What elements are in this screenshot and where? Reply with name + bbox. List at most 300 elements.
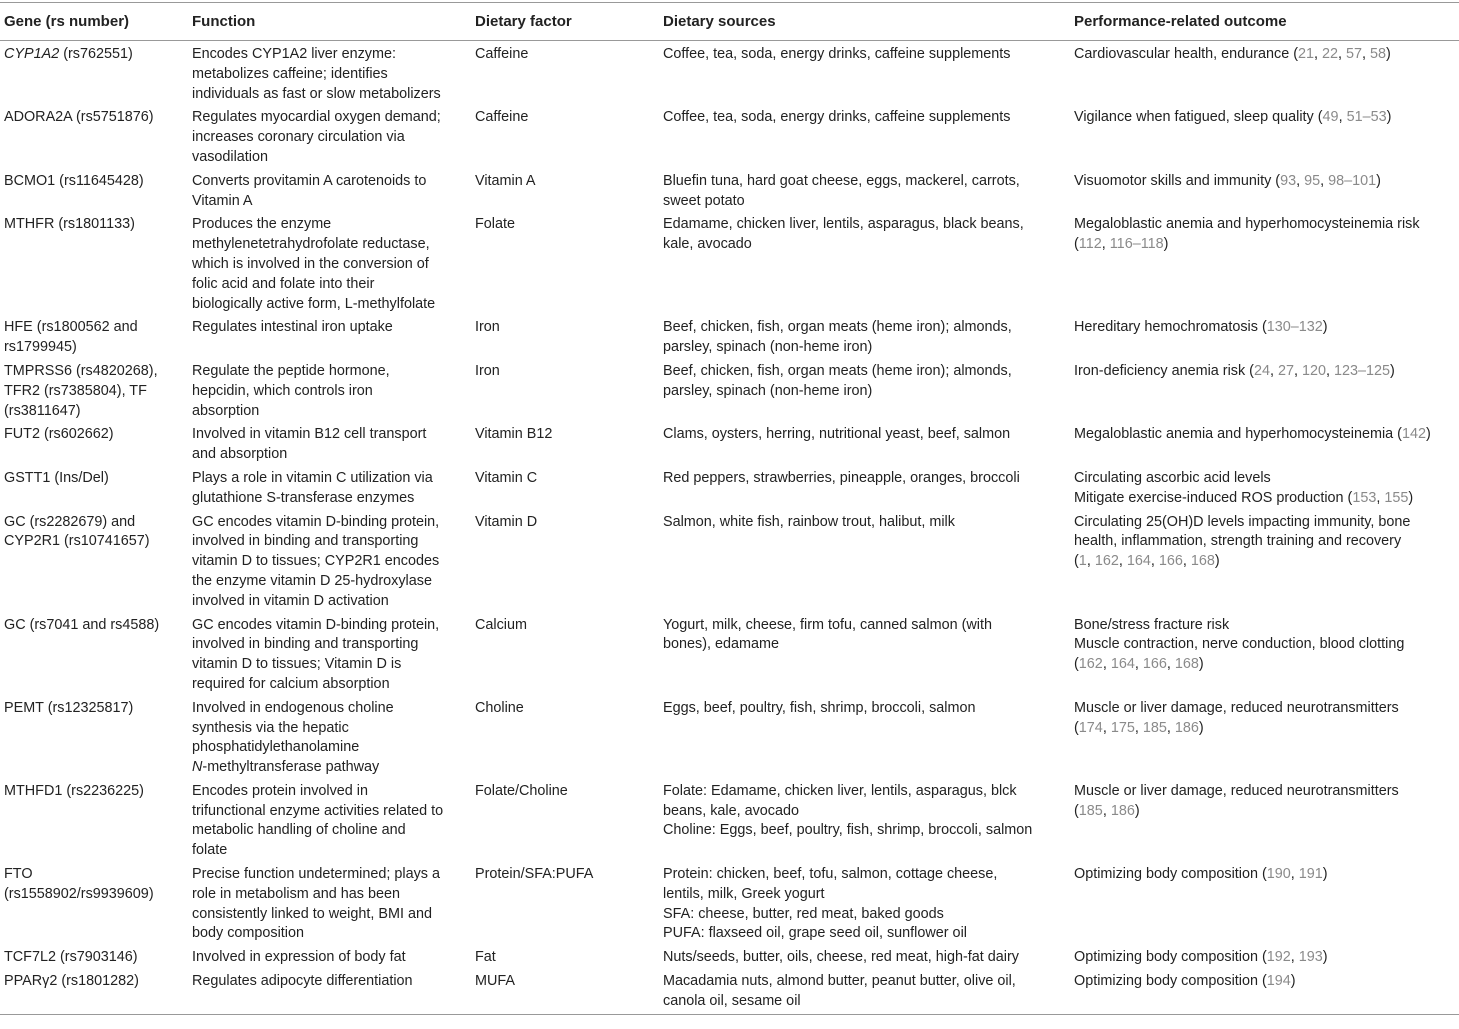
cell-line — [1074, 469, 1453, 489]
reference-link[interactable]: 57 — [1346, 46, 1363, 62]
cell-line — [192, 445, 465, 465]
text-segment: metabolizes caffeine; identifies — [192, 65, 388, 82]
reference-link[interactable]: 27 — [1277, 362, 1294, 379]
text-segment: body composition — [192, 925, 304, 942]
text-segment: Visuomotor skills and immunity ( — [1074, 172, 1281, 189]
cell-line — [1074, 655, 1453, 675]
dietary-factor-cell — [471, 421, 659, 465]
text-segment: ( — [1074, 236, 1079, 253]
text-segment: Circulating 25(OH)D levels impacting immunity, bone — [1074, 513, 1411, 530]
table-row — [0, 778, 1459, 861]
cell-line — [192, 841, 465, 861]
text-segment: health, inflammation, strength training and recovery — [1074, 533, 1402, 550]
italic-text: CYP1A2 — [4, 46, 60, 62]
cell-line — [192, 592, 465, 612]
gene-cell — [0, 778, 188, 861]
header-performance-outcome: Performance-related outcome — [1070, 3, 1459, 41]
reference-link[interactable]: 51–53 — [1346, 109, 1387, 126]
reference-link[interactable]: 186 — [1110, 802, 1135, 819]
function-cell — [188, 314, 471, 358]
text-segment: ) — [1386, 109, 1392, 126]
text-segment: , — [1166, 719, 1175, 736]
gene-cell — [0, 612, 188, 695]
reference-link[interactable]: 120 — [1301, 362, 1326, 379]
table-row — [0, 421, 1459, 465]
text-segment: folate — [192, 842, 228, 859]
cell-line — [1074, 948, 1453, 968]
table-row — [0, 465, 1459, 509]
text-segment: trifunctional enzyme activities related to — [192, 802, 444, 819]
reference-link[interactable]: 98–101 — [1328, 172, 1377, 189]
text-segment: (rs762551) — [59, 46, 133, 62]
cell-line — [475, 362, 653, 382]
reference-link[interactable]: 185 — [1142, 719, 1167, 736]
gene-cell — [0, 944, 188, 968]
cell-line — [1074, 699, 1453, 719]
cell-line — [475, 513, 653, 533]
cell-line — [4, 215, 182, 235]
text-segment: ) — [1134, 802, 1140, 819]
dietary-sources-cell — [659, 861, 1070, 944]
cell-line — [192, 616, 465, 636]
outcome-cell — [1070, 861, 1459, 944]
text-segment: , — [1293, 362, 1302, 379]
cell-line — [192, 865, 465, 885]
reference-link[interactable]: 164 — [1126, 553, 1151, 570]
text-segment: involved in vitamin D activation — [192, 592, 389, 609]
cell-line — [4, 532, 182, 552]
text-segment: phosphatidylethanolamine — [192, 739, 360, 756]
dietary-sources-cell — [659, 168, 1070, 212]
text-segment: ) — [1322, 949, 1328, 966]
cell-line — [475, 469, 653, 489]
reference-link[interactable]: 166 — [1142, 656, 1167, 673]
text-segment: Cardiovascular health, endurance ( — [1074, 46, 1298, 62]
text-segment: Regulates adipocyte differentiation — [192, 973, 413, 990]
reference-link[interactable]: 112 — [1078, 236, 1102, 253]
cell-line — [663, 235, 1064, 255]
text-segment: glutathione S-transferase enzymes — [192, 489, 415, 506]
cell-line — [1074, 172, 1453, 192]
text-segment: Eggs, beef, poultry, fish, shrimp, broccoli, salmon — [663, 699, 976, 716]
text-segment: vasodilation — [192, 148, 269, 165]
cell-line — [663, 362, 1064, 382]
text-segment: BCMO1 (rs11645428) — [4, 172, 144, 189]
text-segment: ) — [1386, 46, 1391, 62]
reference-link[interactable]: 194 — [1266, 973, 1291, 990]
text-segment: Vitamin C — [475, 469, 538, 486]
cell-line — [192, 362, 465, 382]
outcome-cell — [1070, 509, 1459, 612]
cell-line — [192, 972, 465, 992]
cell-line — [1074, 532, 1453, 552]
dietary-factor-cell — [471, 968, 659, 1014]
dietary-factor-cell — [471, 944, 659, 968]
text-segment: Iron — [475, 362, 500, 379]
text-segment: ) — [1214, 553, 1220, 570]
cell-line — [192, 489, 465, 509]
text-segment: Edamame, chicken liver, lentils, asparagus, black beans, — [663, 216, 1024, 233]
dietary-sources-cell — [659, 778, 1070, 861]
function-cell — [188, 168, 471, 212]
text-segment: Caffeine — [475, 109, 529, 126]
cell-line — [663, 338, 1064, 358]
cell-line — [192, 192, 465, 212]
cell-line — [475, 45, 653, 65]
dietary-factor-cell — [471, 509, 659, 612]
text-segment: , — [1102, 719, 1111, 736]
text-segment: ) — [1198, 719, 1204, 736]
text-segment: synthesis via the hepatic — [192, 719, 349, 736]
reference-link[interactable]: 191 — [1298, 866, 1323, 883]
cell-line — [1074, 215, 1453, 235]
cell-line — [663, 616, 1064, 636]
reference-link[interactable]: 116–118 — [1109, 236, 1164, 253]
reference-link[interactable]: 93 — [1280, 172, 1297, 189]
text-segment: Muscle or liver damage, reduced neurotransmitters — [1074, 782, 1399, 799]
reference-link[interactable]: 22 — [1322, 46, 1339, 62]
cell-line — [192, 295, 465, 315]
cell-line — [1074, 318, 1453, 338]
text-segment: Precise function undetermined; plays a — [192, 866, 440, 883]
header-row — [0, 3, 1459, 41]
text-segment: HFE (rs1800562 and — [4, 319, 138, 336]
cell-line — [192, 382, 465, 402]
text-segment: GC (rs7041 and rs4588) — [4, 616, 160, 633]
gene-cell — [0, 421, 188, 465]
cell-line — [663, 905, 1064, 925]
reference-link[interactable]: 193 — [1298, 949, 1323, 966]
cell-line — [192, 148, 465, 168]
text-segment: Red peppers, strawberries, pineapple, oranges, broccoli — [663, 469, 1020, 486]
reference-link[interactable]: 162 — [1094, 553, 1119, 570]
cell-line — [475, 972, 653, 992]
cell-line — [663, 45, 1064, 65]
cell-line — [192, 699, 465, 719]
gene-cell — [0, 861, 188, 944]
outcome-cell — [1070, 41, 1459, 105]
outcome-cell — [1070, 358, 1459, 421]
text-segment: TCF7L2 (rs7903146) — [4, 949, 138, 966]
text-segment: the enzyme vitamin D 25-hydroxylase — [192, 572, 432, 589]
gene-cell — [0, 168, 188, 212]
cell-line — [4, 45, 182, 65]
cell-line — [192, 275, 465, 295]
text-segment: Salmon, white fish, rainbow trout, halibut, milk — [663, 513, 955, 530]
cell-line — [192, 758, 465, 778]
text-segment: MUFA — [475, 973, 515, 990]
reference-link[interactable]: 186 — [1174, 719, 1199, 736]
dietary-sources-cell — [659, 314, 1070, 358]
cell-line — [475, 948, 653, 968]
outcome-cell — [1070, 421, 1459, 465]
gene-diet-table — [0, 2, 1459, 1015]
reference-link[interactable]: 174 — [1078, 719, 1103, 736]
reference-link[interactable]: 162 — [1078, 656, 1103, 673]
text-segment: required for calcium absorption — [192, 675, 390, 692]
cell-line — [475, 215, 653, 235]
cell-line — [663, 635, 1064, 655]
dietary-sources-cell — [659, 509, 1070, 612]
reference-link[interactable]: 1 — [1078, 553, 1087, 570]
text-segment: , — [1338, 109, 1347, 126]
cell-line — [1074, 489, 1453, 509]
cell-line — [1074, 552, 1453, 572]
cell-line — [192, 905, 465, 925]
text-segment: Protein/SFA:PUFA — [475, 866, 594, 883]
text-segment: Megaloblastic anemia and hyperhomocysteinemia risk — [1074, 216, 1420, 233]
reference-link[interactable]: 49 — [1322, 109, 1339, 126]
dietary-sources-cell — [659, 358, 1070, 421]
text-segment: GC encodes vitamin D-binding protein, — [192, 616, 440, 633]
cell-line — [1074, 362, 1453, 382]
text-segment: methylenetetrahydrofolate reductase, — [192, 236, 430, 253]
cell-line — [663, 924, 1064, 944]
cell-line — [4, 382, 182, 402]
cell-line — [1074, 635, 1453, 655]
cell-line — [192, 255, 465, 275]
text-segment: , — [1320, 172, 1329, 189]
reference-link[interactable]: 164 — [1110, 656, 1135, 673]
cell-line — [192, 215, 465, 235]
cell-line — [192, 128, 465, 148]
cell-line — [192, 425, 465, 445]
text-segment: Folate: Edamame, chicken liver, lentils, asparagus, blck — [663, 782, 1017, 799]
cell-line — [192, 45, 465, 65]
dietary-factor-cell — [471, 41, 659, 105]
cell-line — [192, 738, 465, 758]
dietary-sources-cell — [659, 41, 1070, 105]
text-segment: vitamin D to tissues; Vitamin D is — [192, 656, 402, 673]
cell-line — [4, 865, 182, 885]
text-segment: , — [1166, 656, 1175, 673]
cell-line — [663, 215, 1064, 235]
cell-line — [4, 782, 182, 802]
reference-link[interactable]: 24 — [1253, 362, 1270, 379]
text-segment: Encodes CYP1A2 liver enzyme: — [192, 46, 396, 62]
text-segment: , — [1101, 236, 1110, 253]
text-segment: , — [1269, 362, 1278, 379]
cell-line — [4, 108, 182, 128]
text-segment: , — [1182, 553, 1191, 570]
dietary-factor-cell — [471, 358, 659, 421]
text-segment: MTHFD1 (rs2236225) — [4, 782, 144, 799]
cell-line — [4, 699, 182, 719]
text-segment: ( — [1074, 656, 1079, 673]
cell-line — [1074, 108, 1453, 128]
outcome-cell — [1070, 612, 1459, 695]
cell-line — [475, 782, 653, 802]
text-segment: Coffee, tea, soda, energy drinks, caffeine supplements — [663, 46, 1011, 62]
dietary-factor-cell — [471, 104, 659, 167]
cell-line — [4, 318, 182, 338]
text-segment: FTO — [4, 866, 33, 883]
table-row — [0, 41, 1459, 105]
outcome-cell — [1070, 778, 1459, 861]
reference-link[interactable]: 153 — [1352, 489, 1377, 506]
reference-link[interactable]: 166 — [1158, 553, 1183, 570]
cell-line — [663, 972, 1064, 992]
dietary-factor-cell — [471, 314, 659, 358]
text-segment: TFR2 (rs7385804), TF — [4, 382, 147, 399]
reference-link[interactable]: 175 — [1110, 719, 1135, 736]
text-segment: folic acid and folate into their — [192, 275, 375, 292]
outcome-cell — [1070, 211, 1459, 314]
text-segment: Regulates myocardial oxygen demand; — [192, 109, 441, 126]
cell-line — [1074, 616, 1453, 636]
function-cell — [188, 944, 471, 968]
outcome-cell — [1070, 968, 1459, 1014]
text-segment: Bluefin tuna, hard goat cheese, eggs, mackerel, carrots, — [663, 172, 1020, 189]
dietary-sources-cell — [659, 695, 1070, 778]
text-segment: ADORA2A (rs5751876) — [4, 109, 154, 126]
table-row — [0, 861, 1459, 944]
header-dietary-factor: Dietary factor — [471, 3, 659, 41]
cell-line — [192, 532, 465, 552]
text-segment: Optimizing body composition ( — [1074, 973, 1267, 990]
dietary-factor-cell — [471, 695, 659, 778]
cell-line — [4, 402, 182, 422]
text-segment: Muscle or liver damage, reduced neurotransmitters — [1074, 699, 1399, 716]
gene-cell — [0, 509, 188, 612]
text-segment: consistently linked to weight, BMI and — [192, 905, 432, 922]
cell-line — [1074, 719, 1453, 739]
text-segment: which is involved in the conversion of — [192, 255, 429, 272]
function-cell — [188, 421, 471, 465]
text-segment: role in metabolism and has been — [192, 885, 400, 902]
function-cell — [188, 778, 471, 861]
cell-line — [663, 172, 1064, 192]
cell-line — [4, 972, 182, 992]
cell-line — [192, 318, 465, 338]
text-segment: Clams, oysters, herring, nutritional yeast, beef, salmon — [663, 426, 1011, 443]
reference-link[interactable]: 21 — [1297, 46, 1314, 62]
cell-line — [192, 821, 465, 841]
text-segment: lentils, milk, Greek yogurt — [663, 885, 825, 902]
text-segment: individuals as fast or slow metabolizers — [192, 85, 441, 102]
gene-cell — [0, 41, 188, 105]
text-segment: Protein: chicken, beef, tofu, salmon, cottage cheese, — [663, 866, 998, 883]
reference-link[interactable]: 168 — [1190, 553, 1215, 570]
cell-line — [475, 699, 653, 719]
cell-line — [663, 318, 1064, 338]
reference-link[interactable]: 142 — [1401, 426, 1426, 443]
gene-cell — [0, 968, 188, 1014]
text-segment: and absorption — [192, 446, 288, 463]
cell-line — [4, 616, 182, 636]
text-segment: , — [1326, 362, 1334, 379]
function-cell — [188, 465, 471, 509]
text-segment: Mitigate exercise-induced ROS production ( — [1074, 489, 1353, 506]
text-segment: Folate — [475, 216, 515, 233]
text-segment: ( — [1074, 553, 1079, 570]
table-row — [0, 358, 1459, 421]
gene-cell — [0, 104, 188, 167]
text-segment: Optimizing body composition ( — [1074, 949, 1267, 966]
text-segment: canola oil, sesame oil — [663, 992, 801, 1009]
text-segment: Optimizing body composition ( — [1074, 866, 1267, 883]
text-segment: vitamin D to tissues; CYP2R1 encodes — [192, 553, 440, 570]
text-segment: , — [1102, 656, 1111, 673]
text-segment: , — [1134, 719, 1143, 736]
text-segment: sweet potato — [663, 192, 745, 209]
reference-link[interactable]: 155 — [1384, 489, 1409, 506]
text-segment: GC (rs2282679) and — [4, 513, 136, 530]
text-segment: Beef, chicken, fish, organ meats (heme iron); almonds, — [663, 362, 1012, 379]
table-row — [0, 168, 1459, 212]
cell-line — [663, 699, 1064, 719]
text-segment: , — [1376, 489, 1385, 506]
text-segment: (rs1558902/rs9939609) — [4, 885, 154, 902]
function-cell — [188, 104, 471, 167]
text-segment: Regulates intestinal iron uptake — [192, 319, 393, 336]
cell-line — [1074, 45, 1453, 65]
cell-line — [4, 338, 182, 358]
cell-line — [475, 425, 653, 445]
reference-link[interactable]: 185 — [1078, 802, 1103, 819]
reference-link[interactable]: 130–132 — [1266, 319, 1323, 336]
reference-link[interactable]: 58 — [1370, 46, 1387, 62]
text-segment: Muscle contraction, nerve conduction, blood clotting — [1074, 636, 1405, 653]
text-segment: ) — [1163, 236, 1169, 253]
text-segment: Circulating ascorbic acid levels — [1074, 469, 1271, 486]
text-segment: GSTT1 (Ins/Del) — [4, 469, 109, 486]
text-segment: ( — [1074, 719, 1079, 736]
cell-line — [192, 513, 465, 533]
text-segment: Iron-deficiency anemia risk ( — [1074, 362, 1254, 379]
text-segment: Fat — [475, 949, 496, 966]
cell-line — [192, 885, 465, 905]
text-segment: metabolic handling of choline and — [192, 822, 406, 839]
reference-link[interactable]: 95 — [1304, 172, 1321, 189]
text-segment: Involved in vitamin B12 cell transport — [192, 426, 427, 443]
text-segment: kale, avocado — [663, 236, 752, 253]
cell-line — [192, 65, 465, 85]
text-segment: Plays a role in vitamin C utilization via — [192, 469, 433, 486]
text-segment: ) — [1290, 973, 1296, 990]
text-segment: parsley, spinach (non-heme iron) — [663, 382, 873, 399]
text-segment: Folate/Choline — [475, 782, 568, 799]
text-segment: Nuts/seeds, butter, oils, cheese, red meat, high-fat dairy — [663, 949, 1019, 966]
reference-link[interactable]: 190 — [1266, 866, 1291, 883]
cell-line — [475, 172, 653, 192]
cell-line — [475, 318, 653, 338]
reference-link[interactable]: 123–125 — [1334, 362, 1391, 379]
reference-link[interactable]: 192 — [1266, 949, 1291, 966]
text-segment: PPARγ2 (rs1801282) — [4, 973, 139, 990]
text-segment: Hereditary hemochromatosis ( — [1074, 319, 1267, 336]
function-cell — [188, 41, 471, 105]
text-segment: SFA: cheese, butter, red meat, baked goods — [663, 905, 944, 922]
gene-cell — [0, 695, 188, 778]
text-segment: , — [1290, 866, 1299, 883]
cell-line — [663, 802, 1064, 822]
cell-line — [475, 865, 653, 885]
text-segment: Vitamin A — [475, 172, 536, 189]
text-segment: , — [1118, 553, 1127, 570]
text-segment: Yogurt, milk, cheese, firm tofu, canned salmon (with — [663, 616, 993, 633]
outcome-cell — [1070, 465, 1459, 509]
text-segment: FUT2 (rs602662) — [4, 426, 114, 443]
text-segment: Coffee, tea, soda, energy drinks, caffeine supplements — [663, 109, 1011, 126]
reference-link[interactable]: 168 — [1174, 656, 1199, 673]
cell-line — [663, 425, 1064, 445]
text-segment: Caffeine — [475, 46, 529, 62]
text-segment: ) — [1408, 489, 1414, 506]
text-segment: -methyltransferase pathway — [202, 759, 380, 776]
dietary-sources-cell — [659, 612, 1070, 695]
text-segment: Iron — [475, 319, 500, 336]
